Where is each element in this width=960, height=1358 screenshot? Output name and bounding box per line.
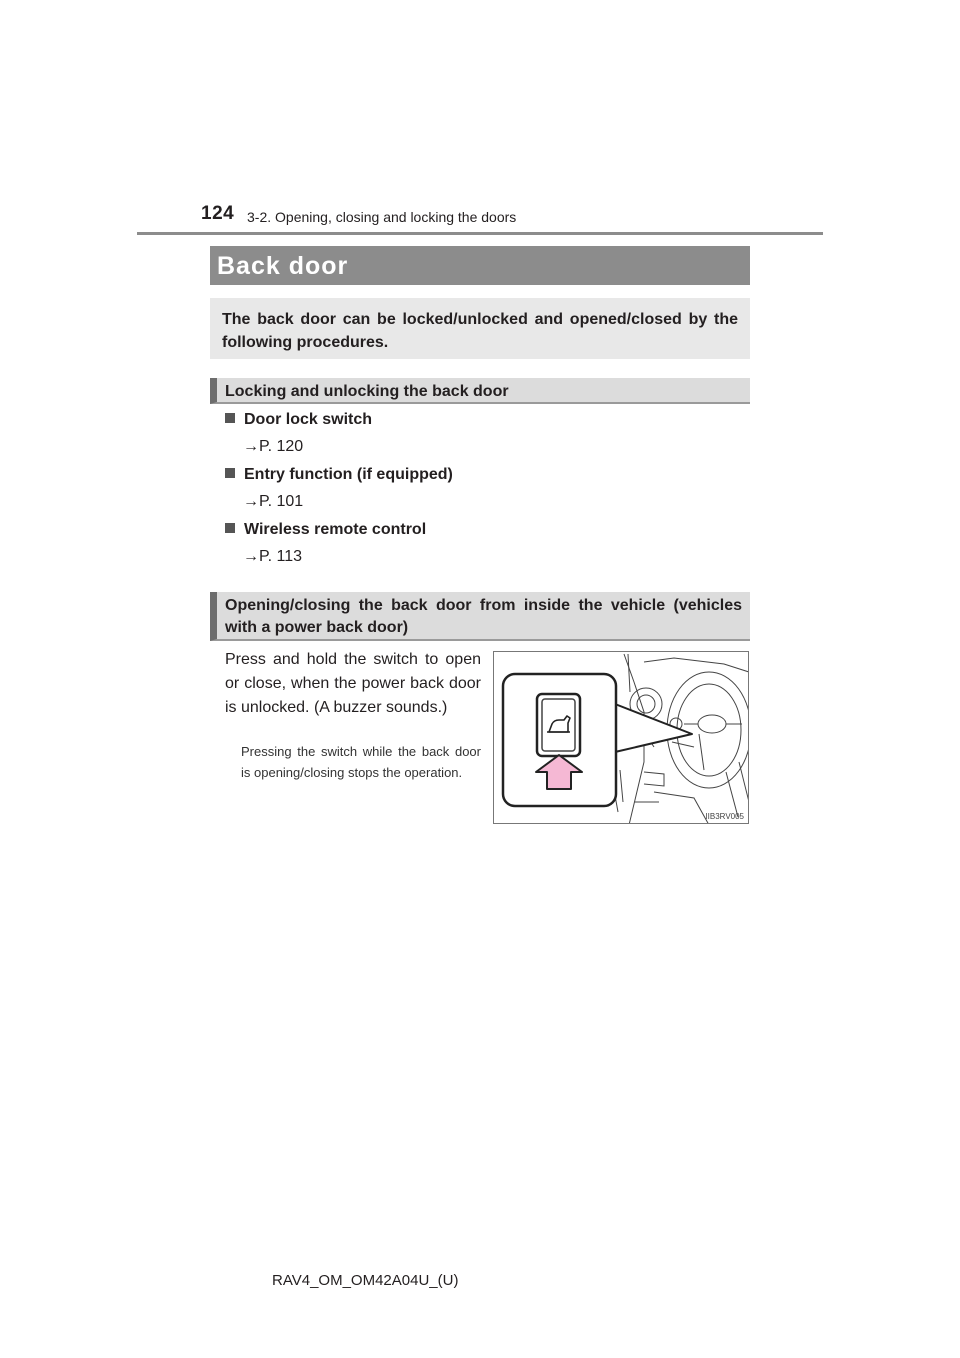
intro-text: The back door can be locked/unlocked and opened/closed by the following procedures. [210, 298, 750, 359]
bullet-square-icon [225, 523, 235, 533]
bullet-square-icon [225, 413, 235, 423]
header-rule [137, 232, 823, 235]
page-reference-link[interactable]: →P. 120 [243, 438, 304, 455]
list-item-entry-function [225, 466, 453, 484]
figure-code: IIB3RV005 [705, 812, 744, 821]
subheading-opening-closing: Opening/closing the back door from inside the vehicle (vehicles with a power back door) [210, 592, 750, 641]
list-item-label: Door lock switch [244, 411, 373, 428]
switch-location-figure [493, 651, 749, 824]
bullet-square-icon [225, 468, 235, 478]
list-item-label: Wireless remote control [244, 521, 427, 538]
page-title: Back door [210, 246, 750, 285]
instruction-text: Press and hold the switch to open or close, when the power back door is unlocked. (A buzzer sounds.) [225, 651, 481, 716]
note-text: Pressing the switch while the back door is opening/closing stops the operation. [241, 744, 481, 780]
page-reference-link[interactable]: →P. 101 [243, 493, 304, 510]
list-item-label: Entry function (if equipped) [244, 466, 453, 483]
page-reference-link[interactable]: →P. 113 [243, 548, 303, 565]
section-header: 3-2. Opening, closing and locking the doors [247, 209, 517, 225]
dashboard-illustration [494, 652, 749, 824]
list-item-wireless-remote [225, 521, 426, 539]
page-number: 124 [201, 203, 235, 224]
list-item-door-lock-switch [225, 411, 372, 429]
subheading-locking: Locking and unlocking the back door [210, 378, 750, 404]
footer-document-code: RAV4_OM_OM42A04U_(U) [272, 1272, 459, 1289]
